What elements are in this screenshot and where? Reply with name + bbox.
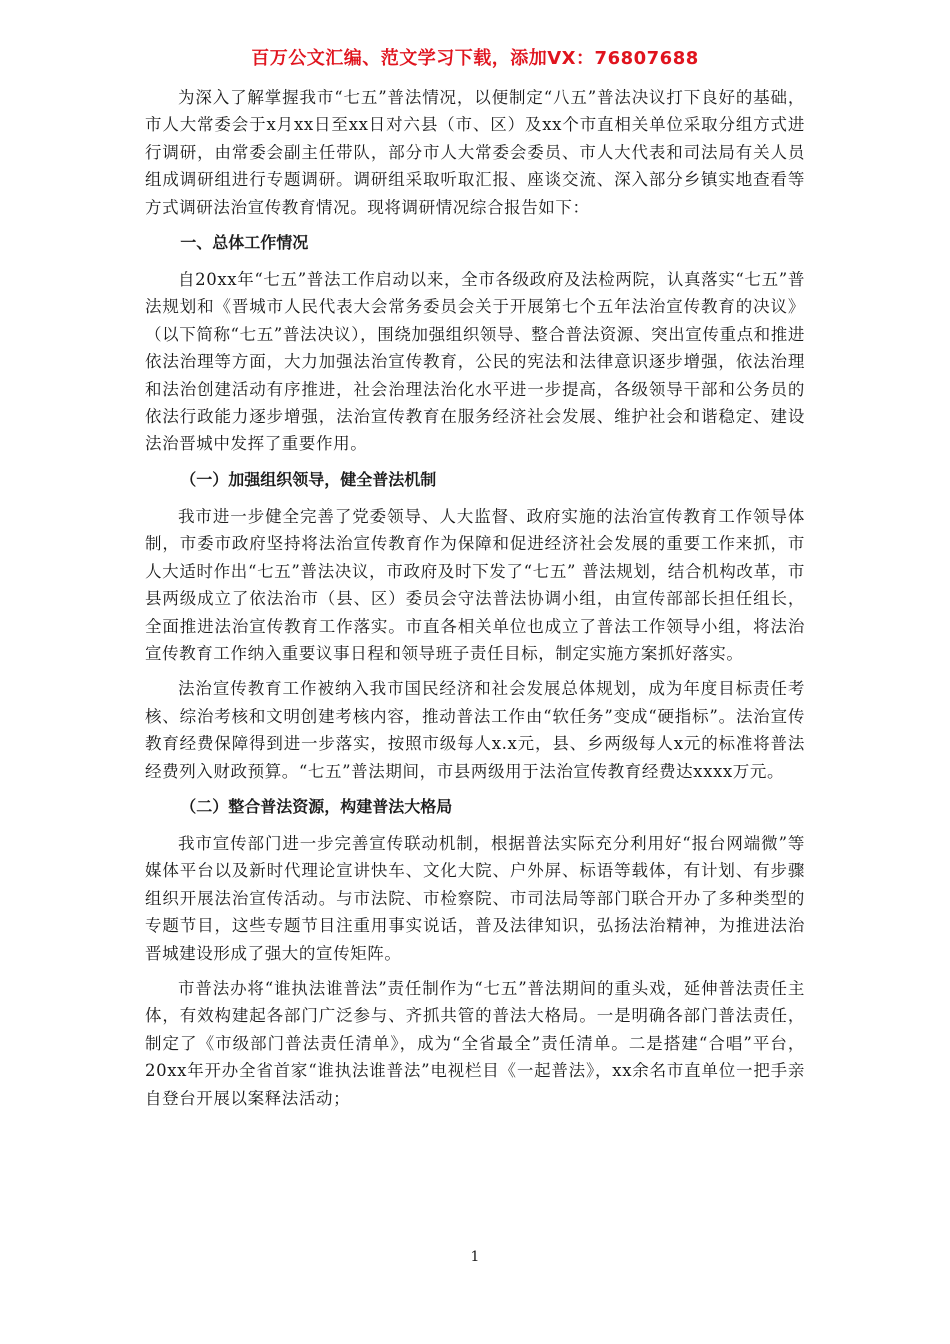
- page-number: 1: [470, 1249, 480, 1265]
- resources-paragraph-2: 市普法办将“谁执法谁普法”责任制作为“七五”普法期间的重头戏，延伸普法责任主体，有效构建起各部门广泛参与、齐抓共管的普法大格局。一是明确各部门普法责任，制定了《市级部门普法责任清单》，成为“全省最全”责任清单。二是搭建“合唱”平台，20xx年开办全省首家“谁执法谁普法”电视栏目《一起普法》，xx余名市直单位一把手亲自登台开展以案释法活动；: [145, 978, 805, 1108]
- section-heading-overall: 一、总体工作情况: [180, 233, 309, 253]
- intro-paragraph: 为深入了解掌握我市“七五”普法情况，以便制定“八五”普法决议打下良好的基础，市人大常委会于x月xx日至xx日对六县（市、区）及xx个市直相关单位采取分组方式进行调研，由常委会副主任带队，部分市人大常委会委员、市人大代表和司法局有关人员组成调研组进行专题调研。调研组采取听取汇报、座谈交流、深入部分乡镇实地查看等方式调研法治宣传教育情况。现将调研情况综合报告如下：: [145, 88, 805, 217]
- subsection-heading-organization: （一）加强组织领导，健全普法机制: [180, 469, 437, 489]
- document-body: [145, 84, 805, 1120]
- organization-paragraph-2: 法治宣传教育工作被纳入我市国民经济和社会发展总体规划，成为年度目标责任考核、综治考核和文明创建考核内容，推动普法工作由“软任务”变成“硬指标”。法治宣传教育经费保障得到进一步落实，按照市级每人x.x元，县、乡两级每人x元的标准将普法经费列入财政预算。“七五”普法期间，市县两级用于法治宣传教育经费达xxxx万元。: [145, 679, 805, 781]
- watermark-header: 百万公文汇编、范文学习下载，添加VX：76807688: [251, 48, 699, 69]
- organization-paragraph-1: 我市进一步健全完善了党委领导、人大监督、政府实施的法治宣传教育工作领导体制，市委市政府坚持将法治宣传教育作为保障和促进经济社会发展的重要工作来抓，市人大适时作出“七五”普法决议，市政府及时下发了“七五” 普法规划，结合机构改革，市县两级成立了依法治市（县、区）委员会守法普法协调小组，由宣传部部长担任组长，全面推进法治宣传教育工作落实。市直各相关单位也成立了普法工作领导小组，将法治宣传教育工作纳入重要议事日程和领导班子责任目标，制定实施方案抓好落实。: [145, 506, 805, 663]
- resources-paragraph-1: 我市宣传部门进一步完善宣传联动机制，根据普法实际充分利用好“报台网端微”等媒体平台以及新时代理论宣讲快车、文化大院、户外屏、标语等载体，有计划、有步骤组织开展法治宣传活动。与市法院、市检察院、市司法局等部门联合开办了多种类型的专题节目，这些专题节目注重用事实说话，普及法律知识，弘扬法治精神，为推进法治晋城建设形成了强大的宣传矩阵。: [145, 833, 805, 963]
- overall-paragraph: 自20xx年“七五”普法工作启动以来，全市各级政府及法检两院，认真落实“七五”普法规划和《晋城市人民代表大会常务委员会关于开展第七个五年法治宣传教育的决议》（以下简称“七五”普法决议），围绕加强组织领导、整合普法资源、突出宣传重点和推进依法治理等方面，大力加强法治宣传教育，公民的宪法和法律意识逐步增强，依法治理和法治创建活动有序推进，社会治理法治化水平进一步提高，各级领导干部和公务员的依法行政能力逐步增强，法治宣传教育在服务经济社会发展、维护社会和谐稳定、建设法治晋城中发挥了重要作用。: [145, 270, 805, 454]
- subsection-heading-resources: （二）整合普法资源，构建普法大格局: [180, 796, 453, 816]
